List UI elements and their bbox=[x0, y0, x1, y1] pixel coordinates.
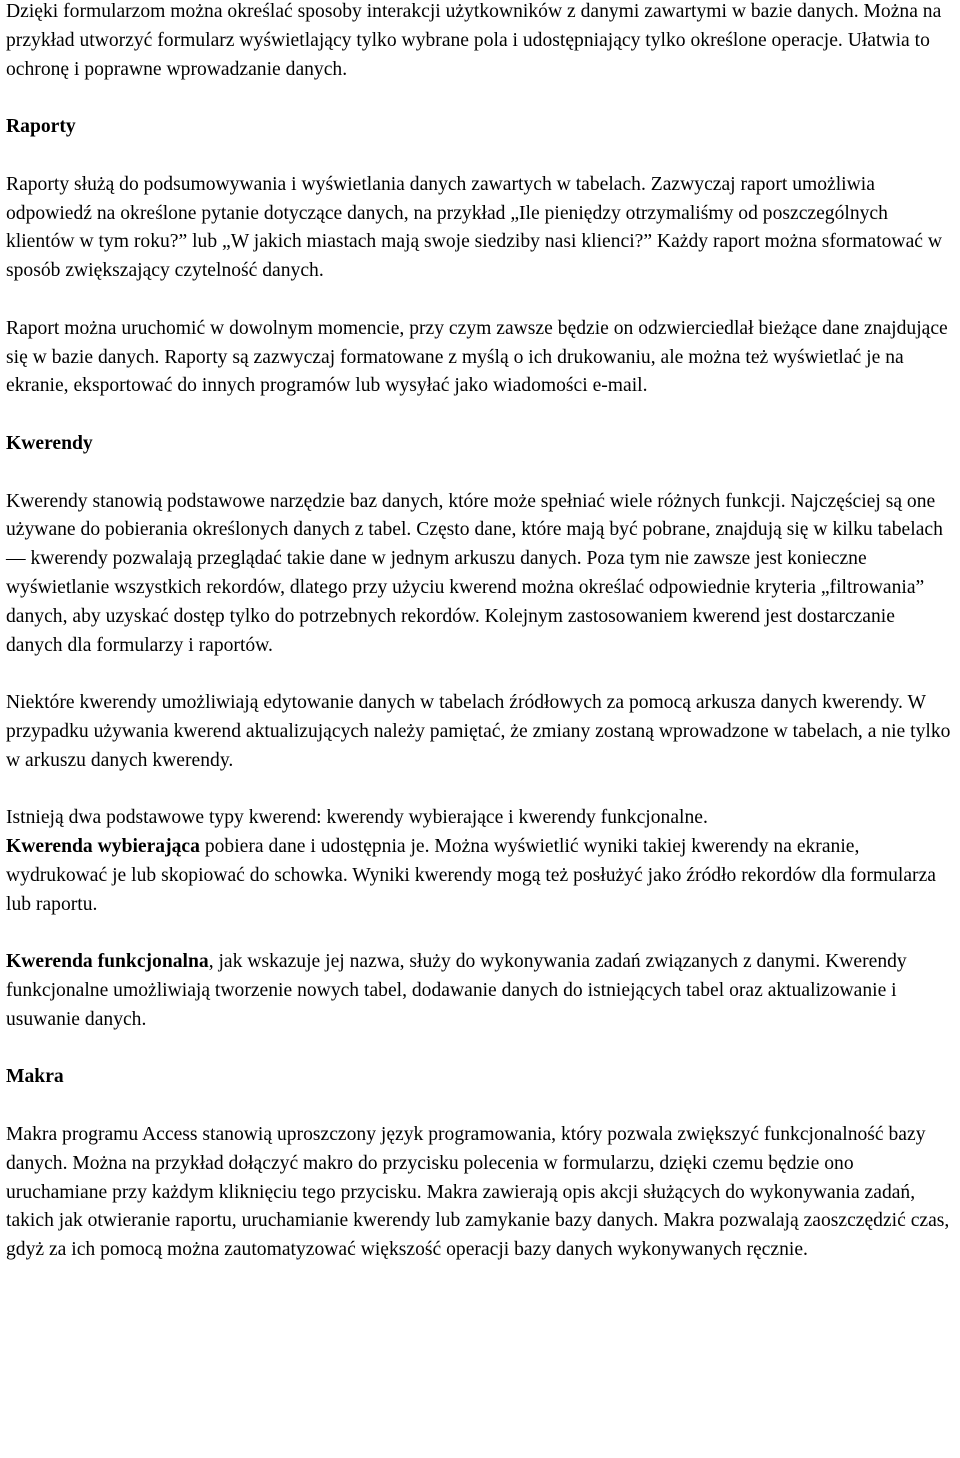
term-action-query: Kwerenda funkcjonalna bbox=[6, 951, 209, 973]
queries-paragraph-2: Niektóre kwerendy umożliwiają edytowanie danych w tabelach źródłowych za pomocą arkusza danych kwerendy. W przypadku używania kwerend aktualizujących należy pamiętać, że zmiany zostaną wprowadzone w tabelach, a nie tylko w arkuszu danych kwerendy. bbox=[6, 692, 951, 771]
queries-paragraph-1: Kwerendy stanowią podstawowe narzędzie baz danych, które może spełniać wiele różnych funkcji. Najczęściej są one używane do pobierania określonych danych z tabel. Często dane, które mają być pobrane, znajdują się w kilku tabelach — kwerendy pozwalają przeglądać takie dane w jednym arkuszu danych. Poza tym nie zawsze jest konieczne wyświetlanie wszystkich rekordów, dlatego przy użyciu kwerend można określać odpowiednie kryteria „filtrowania” danych, aby uzyskać dostęp tylko do potrzebnych rekordów. Kolejnym zastosowaniem kwerend jest dostarczanie danych dla formularzy i raportów. bbox=[6, 490, 943, 656]
section-heading-reports: Raporty bbox=[6, 116, 76, 138]
action-query-description: , jak wskazuje jej nazwa, służy do wykonywania zadań związanych z danymi. Kwerendy funkcjonalne umożliwiają tworzenie nowych tabel, dodawanie danych do istniejących tabel oraz aktualizowanie i usuwanie danych. bbox=[6, 951, 907, 1030]
term-select-query: Kwerenda wybierająca bbox=[6, 836, 200, 858]
queries-paragraph-3 bbox=[6, 804, 954, 919]
section-heading-queries: Kwerendy bbox=[6, 432, 93, 454]
queries-paragraph-4 bbox=[6, 948, 954, 1034]
reports-paragraph-2: Raport można uruchomić w dowolnym momencie, przy czym zawsze będzie on odzwierciedlał bieżące dane znajdujące się w bazie danych. Raporty są zazwyczaj formatowane z myślą o ich drukowaniu, ale można też wyświetlać je na ekranie, eksportować do innych programów lub wysyłać jako wiadomości e-mail. bbox=[6, 317, 948, 397]
section-heading-macros: Makra bbox=[6, 1066, 64, 1088]
reports-paragraph-1: Raporty służą do podsumowywania i wyświetlania danych zawartych w tabelach. Zazwyczaj raport umożliwia odpowiedź na określone pytanie dotyczące danych, na przykład „Ile pieniędzy otrzymaliśmy od poszczególnych klientów w tym roku?” lub „W jakich miastach mają swoje siedziby nasi klienci?” Każdy raport można sformatować w sposób zwiększający czytelność danych. bbox=[6, 173, 943, 282]
macros-paragraph-1: Makra programu Access stanowią uproszczony język programowania, który pozwala zwiększyć funkcjonalność bazy danych. Można na przykład dołączyć makro do przycisku polecenia w formularzu, dzięki czemu będzie ono uruchamiane przy każdym kliknięciu tego przycisku. Makra zawierają opis akcji służących do wykonywania zadań, takich jak otwieranie raportu, uruchamianie kwerendy lub zamykanie bazy danych. Makra pozwalają zaoszczędzić czas, gdyż za ich pomocą można zautomatyzować większość operacji bazy danych wykonywanych ręcznie. bbox=[6, 1124, 950, 1261]
select-query-description: pobiera dane i udostępnia je. Można wyświetlić wyniki takiej kwerendy na ekranie, wydrukować je lub skopiować do schowka. Wyniki kwerendy mogą też posłużyć jako źródło rekordów dla formularza lub raportu. bbox=[6, 836, 936, 915]
intro-paragraph: Dzięki formularzom można określać sposoby interakcji użytkowników z danymi zawartymi w bazie danych. Można na przykład utworzyć formularz wyświetlający tylko wybrane pola i udostępniający tylko określone operacje. Ułatwia to ochronę i poprawne wprowadzanie danych. bbox=[6, 1, 942, 80]
queries-types-intro: Istnieją dwa podstawowe typy kwerend: kwerendy wybierające i kwerendy funkcjonalne. bbox=[6, 807, 708, 829]
